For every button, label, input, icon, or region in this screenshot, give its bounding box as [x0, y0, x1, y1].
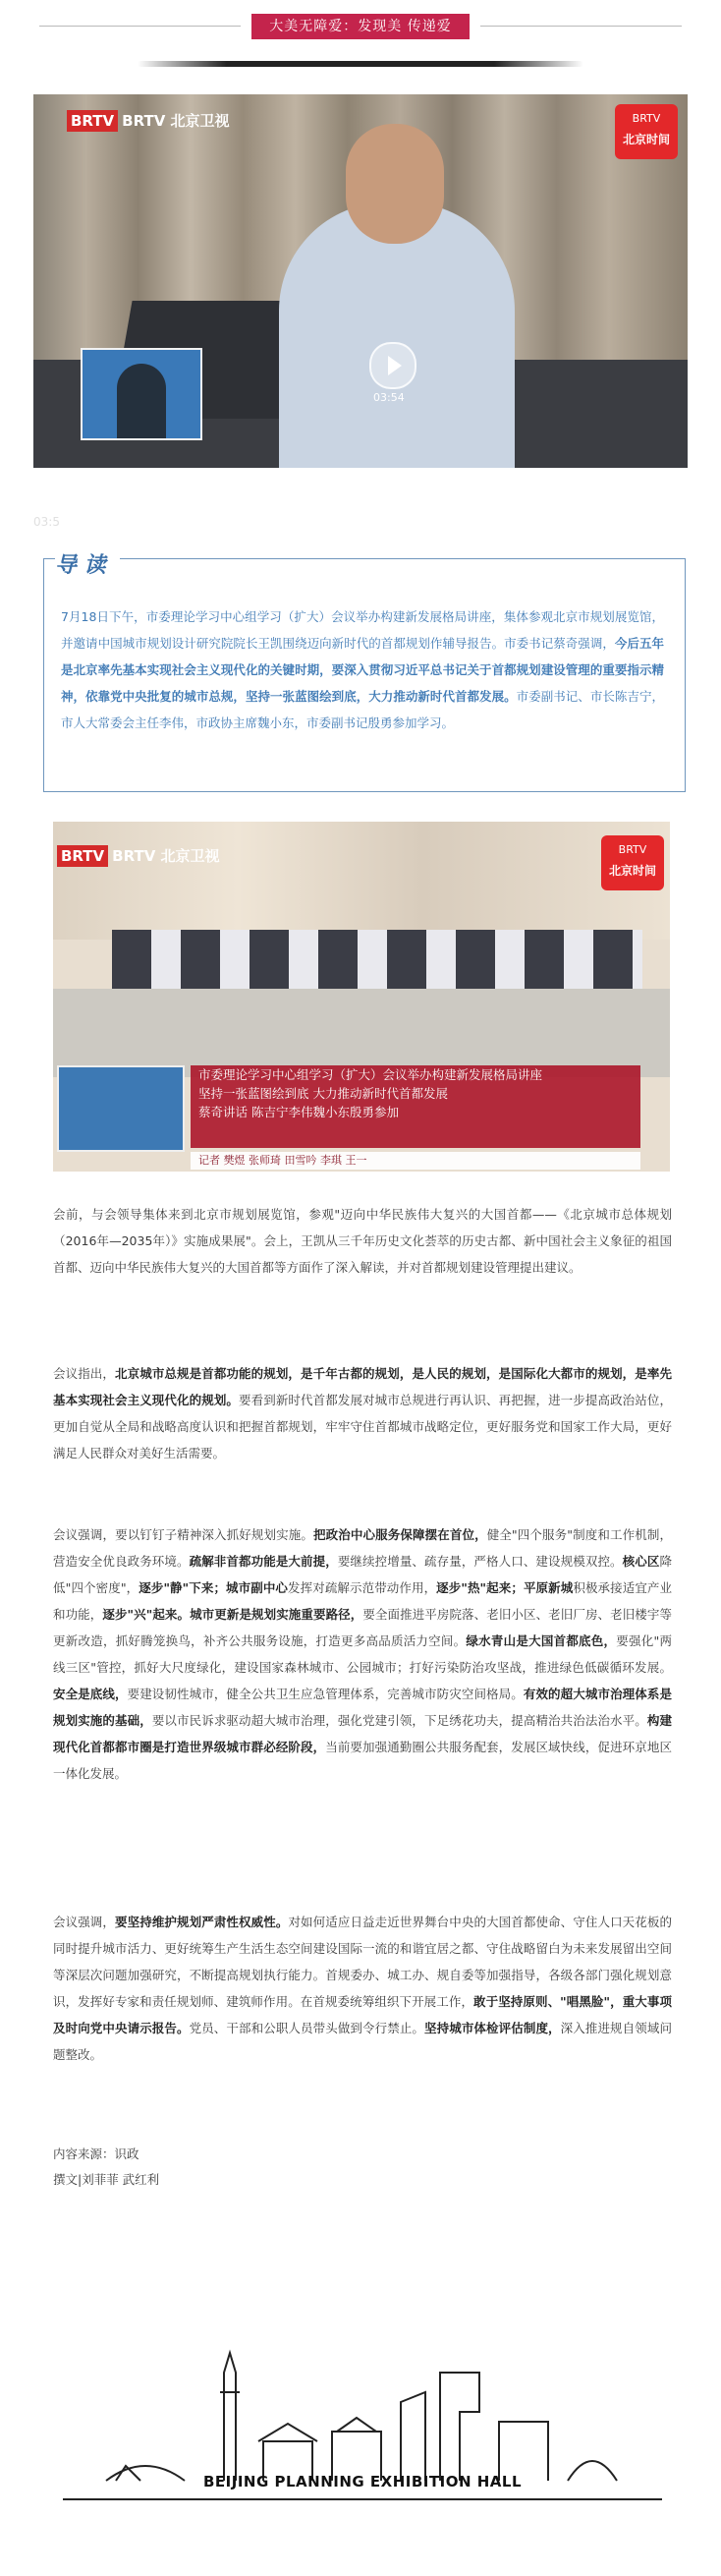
footer-rule	[63, 2498, 662, 2500]
channel-logo: BRTV BRTV 北京卫视	[57, 845, 220, 866]
decorative-divider	[138, 61, 583, 67]
news-caption: 市委理论学习中心组学习（扩大）会议举办构建新发展格局讲座 坚持一张蓝图绘到底 大力推动新时代首都发展 蔡奇讲话 陈吉宁李伟魏小东殷勇参加	[191, 1065, 640, 1148]
footer-logo	[63, 2333, 662, 2526]
guide-text: 7月18日下午，市委理论学习中心组学习（扩大）会议举办构建新发展格局讲座，集体参观北京市规划展览馆，并邀请中国城市规划设计研究院院长王凯围绕迈向新时代的首都规划作辅导报告。市委书记蔡奇强调，今后五年是北京率先基本实现社会主义现代化的关键时期，要深入贯彻习近平总书记关于首都规划建设管理的重要指示精神，依靠党中央批复的城市总规，坚持一张蓝图绘到底，大力推动新时代首都发展。市委副书记、市长陈吉宁，市人大常委会主任李伟，市政协主席魏小东，市委副书记殷勇参加学习。	[61, 609, 664, 730]
content-source: 内容来源：识政	[53, 2147, 139, 2161]
guide-title: 导 读	[55, 552, 120, 580]
video-time: 03:5	[33, 515, 60, 529]
play-icon[interactable]	[369, 342, 416, 389]
corner-brand: BRTV 北京时间	[601, 835, 664, 890]
video-player[interactable]	[33, 94, 688, 468]
channel-logo: BRTV BRTV 北京卫视	[67, 110, 230, 131]
paragraph-2: 会议指出，北京城市总规是首都功能的规划，是千年古都的规划，是人民的规划，是国际化大都市的规划，是率先基本实现社会主义现代化的规划。要看到新时代首都发展对城市总规进行再认识、再把握，进一步提高政治站位，更加自觉从全局和战略高度认识和把握首都规划，牢牢守住首都城市战略定位，更好服务党和国家工作大局，更好满足人民群众对美好生活需要。	[53, 1366, 672, 1460]
sign-language-inset	[81, 348, 202, 440]
photo-credit: 记者 樊煜 张师琦 田雪吟 李琪 王一	[191, 1152, 640, 1170]
header-banner: 大美无障爱：发现美 传递爱	[251, 14, 470, 39]
meeting-photo	[53, 822, 670, 1172]
author-credit: 撰文|刘菲菲 武红利	[53, 2172, 160, 2187]
paragraph-3: 会议强调，要以钉钉子精神深入抓好规划实施。把政治中心服务保障摆在首位，健全"四个服务"制度和工作机制，营造安全优良政务环境。疏解非首都功能是大前提，要继续控增量、疏存量，严格人口、建设规模双控。核心区降低"四个密度"，逐步"静"下来；城市副中心发挥对疏解示范带动作用，逐步"热"起来；平原新城积极承接适宜产业和功能，逐步"兴"起来。城市更新是规划实施重要路径，要全面推进平房院落、老旧小区、老旧厂房、老旧楼宇等更新改造，抓好腾笼换鸟，补齐公共服务设施，打造更多高品质活力空间。绿水青山是大国首都底色，要强化"两线三区"管控，抓好大尺度绿化，建设国家森林城市、公园城市；打好污染防治攻坚战，推进绿色低碳循环发展。安全是底线，要建设韧性城市，健全公共卫生应急管理体系，完善城市防灾空间格局。有效的超大城市治理体系是规划实施的基础，要以市民诉求驱动超大城市治理，强化党建引领，下足绣花功夫，提高精治共治法治水平。构建现代化首都都市圈是打造世界级城市群必经阶段，当前要加强通勤圈公共服务配套，发展区域快线，促进环京地区一体化发展。	[53, 1527, 673, 1781]
footer-brand: BEIJING PLANNING EXHIBITION HALL	[202, 2473, 523, 2490]
paragraph-4: 会议强调，要坚持维护规划严肃性权威性。对如何适应日益走近世界舞台中央的大国首都使命、守住人口天花板的同时提升城市活力、更好统筹生产生活生态空间建设国际一流的和谐宜居之都、守住战略留白为未来发展留出空间等深层次问题加强研究，不断提高规划执行能力。首规委办、城工办、规自委等加强指导，各级各部门强化规划意识，发挥好专家和责任规划师、建筑师作用。在首规委统筹组织下开展工作，敢于坚持原则、"唱黑脸"，重大事项及时向党中央请示报告。党员、干部和公职人员带头做到令行禁止。坚持城市体检评估制度，深入推进规自领域问题整改。	[53, 1915, 672, 2062]
paragraph-1: 会前，与会领导集体来到北京市规划展览馆，参观"迈向中华民族伟大复兴的大国首都——《北京城市总体规划（2016年—2035年）》实施成果展"。会上，王凯从三千年历史文化荟萃的历史古都、新中国社会主义象征的祖国首都、迈向中华民族伟大复兴的大国首都等方面作了深入解读，并对首都规划建设管理提出建议。	[53, 1207, 672, 1275]
video-duration: 03:54	[373, 391, 405, 404]
corner-brand: BRTV 北京时间	[615, 104, 678, 159]
sign-language-inset	[57, 1065, 185, 1152]
